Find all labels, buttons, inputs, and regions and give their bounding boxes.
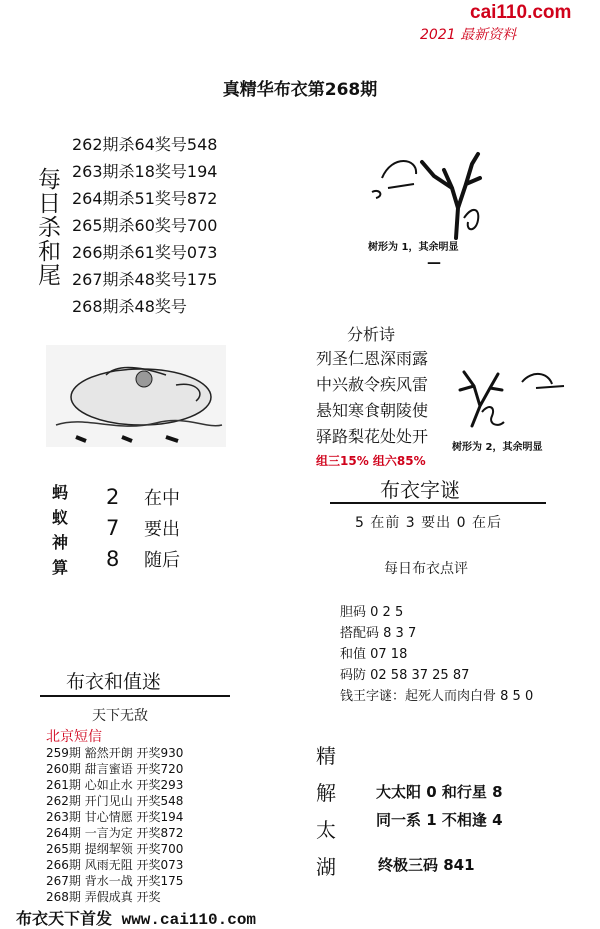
- list-item: 钱王字谜：起死人而肉白骨 8 5 0: [340, 689, 534, 704]
- list-item: 264期杀51奖号872: [72, 189, 218, 208]
- history-list: [46, 745, 183, 905]
- tree-caption-1: 树形为 1，其余明显: [368, 242, 459, 253]
- list-item: 267期 背水一战 开奖175: [46, 874, 184, 888]
- daily-review-title: 每日布衣点评: [384, 561, 468, 577]
- divider: [40, 695, 230, 697]
- sum-riddle-subtitle: 天下无敌: [92, 708, 148, 724]
- list-item: 码防 02 58 37 25 87: [340, 668, 470, 683]
- list-item: 263期 甘心情愿 开奖194: [46, 810, 184, 824]
- list-item: 和值 07 18: [340, 647, 408, 662]
- poem-line: 悬知寒食朝陵使: [316, 401, 429, 420]
- tree-dash: —: [427, 255, 441, 271]
- riddle-title: 布衣字谜: [380, 478, 460, 502]
- daily-kill-list: [72, 131, 217, 320]
- group-ratio-note: 组三15% 组六85%: [316, 454, 426, 468]
- list-item: 263期杀18奖号194: [72, 162, 218, 181]
- ant-calc-words: 在中 要出 随后: [144, 488, 180, 571]
- list-item: 261期 心如止水 开奖293: [46, 778, 184, 792]
- poem-line: 中兴赦令疾风雷: [316, 375, 429, 394]
- jing-lines: 大太阳 0 和行星 8 同一系 1 不相逢 4: [376, 783, 503, 829]
- list-item: 259期 豁然开朗 开奖930: [46, 746, 184, 760]
- tree-caption-2: 树形为 2，其余明显: [452, 442, 543, 453]
- list-item: 267期杀48奖号175: [72, 270, 218, 289]
- daily-kill-label: 每 日 杀 和 尾: [38, 167, 61, 289]
- list-item: 266期杀61奖号073: [72, 243, 218, 262]
- poem-title: 分析诗: [347, 325, 396, 344]
- page-title: 真精华布衣第268期: [222, 80, 378, 100]
- ant-calc-label: 蚂 蚁 神 算: [52, 483, 69, 577]
- list-item: 265期杀60奖号700: [72, 216, 218, 235]
- divider: [330, 502, 546, 504]
- list-item: 265期 提纲挈领 开奖700: [46, 842, 184, 856]
- daily-review-picks: [340, 602, 533, 707]
- list-item: 262期 开门见山 开奖548: [46, 794, 184, 808]
- poem-line: 驿路梨花处处开: [316, 427, 429, 446]
- tree-sketch-2: [452, 366, 572, 436]
- poem-line: 列圣仁恩深雨露: [316, 349, 429, 368]
- footer-text: 布衣天下首发 www.cai110.com: [16, 911, 257, 929]
- beijing-sms-label: 北京短信: [46, 729, 102, 745]
- brand-subtitle: 2021 最新资料: [420, 27, 517, 43]
- final-three-code: 终极三码 841: [378, 856, 475, 874]
- list-item: 胆码 0 2 5: [340, 605, 404, 620]
- list-item: 266期 风雨无阻 开奖073: [46, 858, 184, 872]
- list-item: 268期杀48奖号: [72, 297, 187, 316]
- ant-calc-numbers: 2 7 8: [106, 485, 120, 571]
- riddle-text: 5 在前 3 要出 0 在后: [355, 515, 502, 531]
- list-item: 262期杀64奖号548: [72, 135, 218, 154]
- list-item: 260期 甜言蜜语 开奖720: [46, 762, 184, 776]
- brand-logo-text: cai110.com: [470, 2, 572, 23]
- poem-lines: [316, 346, 428, 450]
- illustration-image: [46, 345, 226, 447]
- jing-label: 精 解 太 湖: [316, 744, 336, 879]
- list-item: 264期 一言为定 开奖872: [46, 826, 184, 840]
- sum-riddle-title: 布衣和值迷: [66, 671, 162, 693]
- list-item: 搭配码 8 3 7: [340, 626, 417, 641]
- list-item: 268期 弄假成真 开奖: [46, 890, 161, 904]
- tree-sketch-1: [368, 148, 498, 240]
